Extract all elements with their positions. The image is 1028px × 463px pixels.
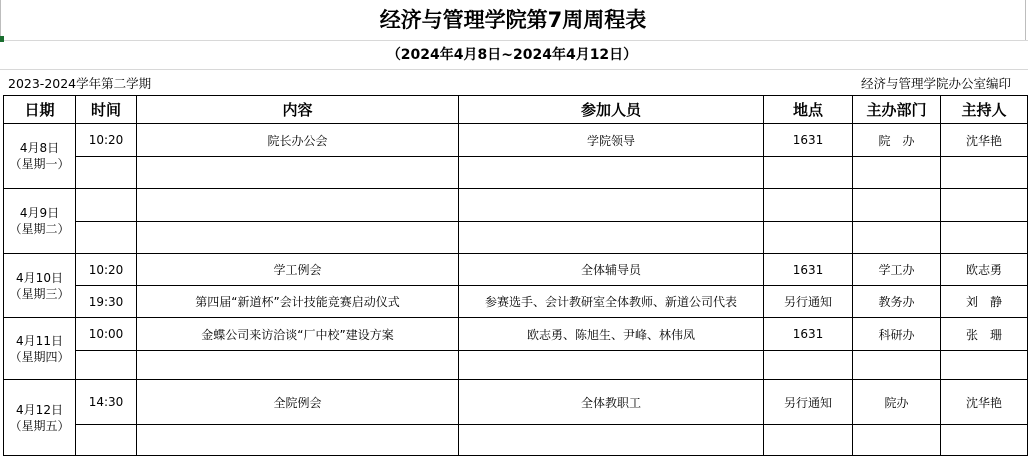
header-date: 日期 — [4, 96, 76, 124]
attendees-cell[interactable]: 全体辅导员 — [459, 254, 764, 286]
host-cell[interactable] — [941, 157, 1028, 189]
time-cell[interactable]: 14:30 — [76, 380, 137, 425]
location-cell[interactable] — [764, 189, 853, 222]
header-dept: 主办部门 — [853, 96, 941, 124]
content-cell[interactable] — [137, 425, 459, 456]
dept-cell[interactable]: 院 办 — [853, 124, 941, 157]
location-cell[interactable]: 1631 — [764, 318, 853, 351]
attendees-cell[interactable] — [459, 157, 764, 189]
day-date: 4月10日 — [16, 270, 63, 285]
time-cell[interactable] — [76, 351, 137, 380]
header-content: 内容 — [137, 96, 459, 124]
attendees-cell[interactable] — [459, 351, 764, 380]
content-cell[interactable]: 第四届“新道杯”会计技能竞赛启动仪式 — [137, 286, 459, 318]
location-cell[interactable] — [764, 351, 853, 380]
header-time: 时间 — [76, 96, 137, 124]
table-row — [4, 380, 1028, 425]
dept-cell[interactable] — [853, 351, 941, 380]
dept-cell[interactable] — [853, 222, 941, 254]
day-weekday: （星期一） — [9, 157, 70, 171]
schedule-table — [3, 95, 1028, 456]
content-cell[interactable]: 全院例会 — [137, 380, 459, 425]
dept-cell[interactable]: 学工办 — [853, 254, 941, 286]
day-weekday: （星期三） — [9, 286, 70, 301]
host-cell[interactable] — [941, 189, 1028, 222]
time-cell[interactable] — [76, 189, 137, 222]
table-row — [4, 222, 1028, 254]
location-cell[interactable] — [764, 157, 853, 189]
attendees-cell[interactable]: 欧志勇、陈旭生、尹峰、林伟凤 — [459, 318, 764, 351]
content-cell[interactable] — [137, 351, 459, 380]
table-row — [4, 351, 1028, 380]
dept-cell[interactable]: 院办 — [853, 380, 941, 425]
time-cell[interactable]: 10:00 — [76, 318, 137, 351]
day-weekday: （星期二） — [9, 222, 70, 236]
content-cell[interactable]: 学工例会 — [137, 254, 459, 286]
location-cell[interactable]: 1631 — [764, 124, 853, 157]
content-cell[interactable]: 院长办公会 — [137, 124, 459, 157]
host-cell[interactable] — [941, 425, 1028, 456]
time-cell[interactable] — [76, 222, 137, 254]
location-cell[interactable]: 1631 — [764, 254, 853, 286]
table-row — [4, 286, 1028, 318]
dept-cell[interactable] — [853, 425, 941, 456]
attendees-cell[interactable] — [459, 425, 764, 456]
dept-cell[interactable]: 教务办 — [853, 286, 941, 318]
location-cell[interactable] — [764, 425, 853, 456]
page-title: 经济与管理学院第7周周程表 — [0, 0, 1026, 40]
day-weekday: （星期五） — [9, 418, 70, 433]
term-label: 2023-2024学年第二学期 — [8, 76, 152, 91]
host-cell[interactable]: 张 珊 — [941, 318, 1028, 351]
location-cell[interactable]: 另行通知 — [764, 380, 853, 425]
header-host: 主持人 — [941, 96, 1028, 124]
date-range: （2024年4月8日~2024年4月12日） — [386, 47, 638, 63]
table-row — [4, 254, 1028, 286]
content-cell[interactable] — [137, 189, 459, 222]
host-cell[interactable]: 沈华艳 — [941, 380, 1028, 425]
content-cell[interactable] — [137, 222, 459, 254]
content-cell[interactable]: 金蝶公司来访洽谈“厂中校”建设方案 — [137, 318, 459, 351]
attendees-cell[interactable]: 学院领导 — [459, 124, 764, 157]
day-date: 4月12日 — [16, 402, 63, 417]
time-cell[interactable] — [76, 157, 137, 189]
day-weekday: （星期四） — [9, 349, 70, 364]
header-row — [4, 96, 1028, 124]
host-cell[interactable]: 刘 静 — [941, 286, 1028, 318]
attendees-cell[interactable]: 全体教职工 — [459, 380, 764, 425]
day-date: 4月8日 — [19, 141, 60, 155]
dept-cell[interactable] — [853, 189, 941, 222]
host-cell[interactable] — [941, 222, 1028, 254]
table-row — [4, 318, 1028, 351]
day-date: 4月9日 — [19, 206, 60, 220]
compiler-label: 经济与管理学院办公室编印 — [860, 76, 1011, 91]
attendees-cell[interactable] — [459, 189, 764, 222]
day-cell[interactable] — [4, 189, 76, 254]
divider — [0, 69, 1028, 70]
host-cell[interactable] — [941, 351, 1028, 380]
table-row — [4, 124, 1028, 157]
header-location: 地点 — [764, 96, 853, 124]
time-cell[interactable]: 10:20 — [76, 124, 137, 157]
time-cell[interactable]: 10:20 — [76, 254, 137, 286]
header-attendees: 参加人员 — [459, 96, 764, 124]
host-cell[interactable]: 沈华艳 — [941, 124, 1028, 157]
time-cell[interactable] — [76, 425, 137, 456]
content-cell[interactable] — [137, 157, 459, 189]
day-cell[interactable] — [4, 124, 76, 189]
day-cell[interactable] — [4, 318, 76, 380]
day-cell[interactable] — [4, 380, 76, 456]
dept-cell[interactable] — [853, 157, 941, 189]
attendees-cell[interactable]: 参赛选手、会计教研室全体教师、新道公司代表 — [459, 286, 764, 318]
day-date: 4月11日 — [16, 333, 63, 348]
day-cell[interactable] — [4, 254, 76, 318]
table-row — [4, 189, 1028, 222]
location-cell[interactable] — [764, 222, 853, 254]
table-row — [4, 425, 1028, 456]
table-row — [4, 157, 1028, 189]
dept-cell[interactable]: 科研办 — [853, 318, 941, 351]
time-cell[interactable]: 19:30 — [76, 286, 137, 318]
attendees-cell[interactable] — [459, 222, 764, 254]
host-cell[interactable]: 欧志勇 — [941, 254, 1028, 286]
location-cell[interactable]: 另行通知 — [764, 286, 853, 318]
